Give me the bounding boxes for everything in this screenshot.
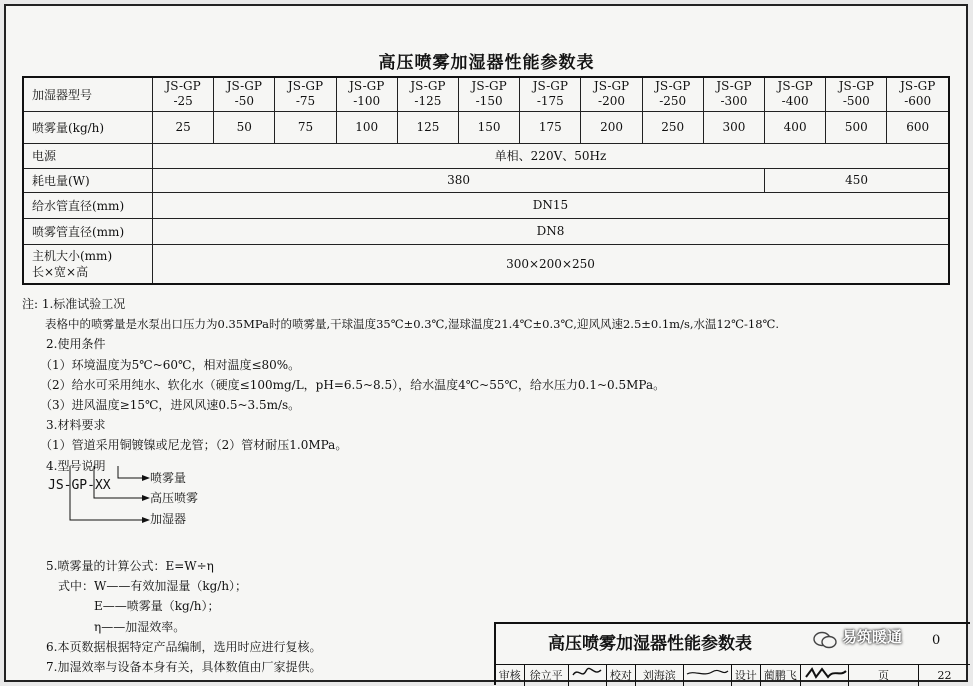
note-line: 表格中的喷雾量是水泵出口压力为0.35MPa时的喷雾量,干球温度35℃±0.3℃,湿球温度21.4℃±0.3℃,迎风风速2.5±0.1m/s,水温12℃-18℃. xyxy=(22,317,780,332)
model-label: 加湿器型号 xyxy=(23,77,153,111)
spray-cell: 125 xyxy=(397,111,458,143)
model-cell: JS-GP -125 xyxy=(397,77,458,111)
designer-signature xyxy=(801,665,849,686)
checker-signature xyxy=(684,665,732,686)
note-line: （1）环境温度为5℃~60℃，相对温度≤80%。 xyxy=(22,357,301,372)
spray-cell: 500 xyxy=(826,111,887,143)
note-line: 7.加湿效率与设备本身有关，具体数值由厂家提供。 xyxy=(22,660,322,675)
page-number: 22 xyxy=(937,669,952,682)
spec-table xyxy=(22,76,950,285)
spray-cell: 600 xyxy=(887,111,949,143)
table-row xyxy=(23,192,949,218)
consumption-value-a: 380 xyxy=(153,168,765,192)
model-explain-diagram xyxy=(60,464,260,524)
consumption-value-b: 450 xyxy=(765,168,949,192)
size-label-line-2: 长×宽×高 xyxy=(32,264,89,279)
reviewer-name: 徐立平 xyxy=(525,665,569,686)
size-label-line-1: 主机大小(mm) xyxy=(32,248,113,263)
note-line: （3）进风温度≥15℃，进风风速0.5~3.5m/s。 xyxy=(22,398,301,413)
spray-pipe-value: DN8 xyxy=(153,218,950,244)
reviewer-signature xyxy=(569,665,607,686)
table-row xyxy=(23,77,949,111)
spray-cell: 200 xyxy=(581,111,642,143)
wechat-icon xyxy=(812,630,838,650)
spray-cell: 400 xyxy=(765,111,826,143)
explain-label: 高压喷雾 xyxy=(150,491,199,505)
page-label: 页 xyxy=(849,665,919,686)
spray-cell: 250 xyxy=(642,111,703,143)
model-code: JS-GP-XX xyxy=(22,477,111,493)
note-line: （1）管道采用铜镀镍或尼龙管；（2）管材耐压1.0MPa。 xyxy=(22,438,348,453)
spray-cell: 300 xyxy=(703,111,764,143)
design-label: 设计 xyxy=(732,665,761,686)
spray-cell: 75 xyxy=(275,111,336,143)
explain-label: 喷雾量 xyxy=(150,471,187,485)
drawing-code: 0 xyxy=(932,633,941,648)
designer-name: 蔺鹏飞 xyxy=(761,665,801,686)
table-row xyxy=(23,244,949,284)
title-block-signatures xyxy=(496,664,970,686)
note-line: 6.本页数据根据特定产品编制，选用时应进行复核。 xyxy=(22,639,322,654)
checker-name: 刘海滨 xyxy=(636,665,684,686)
power-value: 单相、220V、50Hz xyxy=(153,143,950,168)
water-pipe-label: 给水管直径(mm) xyxy=(23,192,153,218)
note-line: η——加湿效率。 xyxy=(22,619,186,634)
model-cell: JS-GP -400 xyxy=(765,77,826,111)
bracket-line xyxy=(118,466,142,478)
note-line xyxy=(22,536,962,556)
table-row xyxy=(23,111,949,143)
model-cell: JS-GP -100 xyxy=(336,77,397,111)
consumption-label: 耗电量(W) xyxy=(23,168,153,192)
table-row xyxy=(23,218,949,244)
model-cell: JS-GP -25 xyxy=(153,77,214,111)
explain-label: 加湿器 xyxy=(150,512,187,524)
page-title: 高压喷雾加湿器性能参数表 xyxy=(378,53,595,73)
spray-cell: 100 xyxy=(336,111,397,143)
arrow-head xyxy=(142,495,150,501)
spray-cell: 175 xyxy=(520,111,581,143)
power-label: 电源 xyxy=(23,143,153,168)
spray-cell: 50 xyxy=(214,111,275,143)
table-row xyxy=(23,168,949,192)
note-line: 注: 1.标准试验工况 xyxy=(22,297,126,311)
model-cell: JS-GP -250 xyxy=(642,77,703,111)
model-cell: JS-GP -75 xyxy=(275,77,336,111)
spray-pipe-label: 喷雾管直径(mm) xyxy=(23,218,153,244)
bracket-line xyxy=(70,466,142,520)
check-label: 校对 xyxy=(607,665,636,686)
spray-label: 喷雾量(kg/h) xyxy=(23,111,153,143)
note-line: 4.型号说明 xyxy=(22,458,106,473)
title-block-title: 高压喷雾加湿器性能参数表 xyxy=(548,634,752,654)
model-cell: JS-GP -500 xyxy=(826,77,887,111)
size-label xyxy=(23,244,153,284)
note-line: 5.喷雾量的计算公式：E=W÷η xyxy=(22,559,214,574)
note-line: （2）给水可采用纯水、软化水（硬度≤100mg/L，pH=6.5~8.5），给水温度4℃~55℃，给水压力0.1~0.5MPa。 xyxy=(22,377,666,392)
model-cell: JS-GP -200 xyxy=(581,77,642,111)
model-cell: JS-GP -150 xyxy=(459,77,520,111)
model-cell: JS-GP -300 xyxy=(703,77,764,111)
model-cell: JS-GP -600 xyxy=(887,77,949,111)
spray-cell: 25 xyxy=(153,111,214,143)
watermark-text: 易筑暖通 xyxy=(842,628,903,646)
note-line: E——喷雾量（kg/h）； xyxy=(22,599,220,614)
water-pipe-value: DN15 xyxy=(153,192,950,218)
note-line: 2.使用条件 xyxy=(22,337,106,352)
spray-cell: 150 xyxy=(459,111,520,143)
note-line: 式中：W——有效加湿量（kg/h）； xyxy=(22,579,248,594)
table-row xyxy=(23,143,949,168)
note-line: 3.材料要求 xyxy=(22,418,106,433)
size-value: 300×200×250 xyxy=(153,244,950,284)
arrow-head xyxy=(142,517,150,523)
model-cell: JS-GP -50 xyxy=(214,77,275,111)
model-cell: JS-GP -175 xyxy=(520,77,581,111)
arrow-head xyxy=(142,475,150,481)
review-label: 审核 xyxy=(496,665,525,686)
